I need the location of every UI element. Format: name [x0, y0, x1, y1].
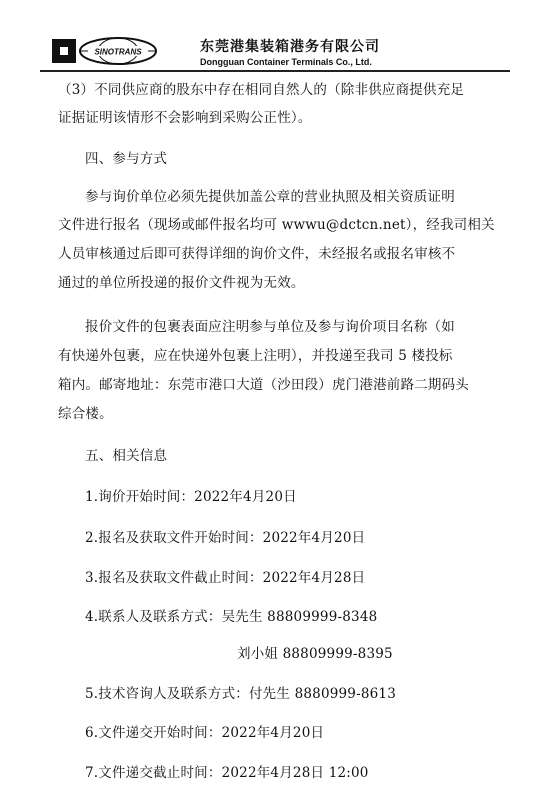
info-item: 2.报名及获取文件开始时间：2022年4月20日	[85, 530, 366, 546]
company-name-cn: 东莞港集装箱港务有限公司	[200, 39, 380, 55]
sinotrans-logo	[50, 36, 160, 66]
info-item: 1.询价开始时间：2022年4月20日	[85, 489, 297, 505]
header-divider	[40, 70, 510, 72]
paragraph-line: 报价文件的包裹表面应注明参与单位及参与询价项目名称（如	[85, 319, 455, 335]
info-item: 4.联系人及联系方式：吴先生 88809999-8348	[85, 609, 378, 625]
paragraph-line: 参与询价单位必须先提供加盖公章的营业执照及相关资质证明	[85, 189, 455, 205]
paragraph-line: 文件进行报名（现场或邮件报名均可 wwwu@dctcn.net），经我司相关	[58, 217, 495, 233]
info-item-continuation: 刘小姐 88809999-8395	[237, 646, 393, 662]
info-item: 3.报名及获取文件截止时间：2022年4月28日	[85, 570, 366, 586]
logo-text: SINOTRANS	[94, 47, 142, 57]
info-item: 5.技术咨询人及联系方式：付先生 8880999-8613	[85, 686, 397, 702]
company-name-en: Dongguan Container Terminals Co., Ltd.	[200, 57, 372, 67]
company-name-block	[200, 36, 380, 67]
section-heading: 四、参与方式	[85, 151, 168, 167]
paragraph-line: 通过的单位所投递的报价文件视为无效。	[58, 275, 305, 291]
section-heading: 五、相关信息	[85, 448, 168, 464]
page-header	[40, 30, 510, 70]
info-item: 6.文件递交开始时间：2022年4月20日	[85, 725, 325, 741]
paragraph-line: 有快递外包裹，应在快递外包裹上注明），并投递至我司 5 楼投标	[58, 348, 453, 364]
info-item: 7.文件递交截止时间：2022年4月28日 12:00	[85, 765, 369, 781]
paragraph-line: 人员审核通过后即可获得详细的询价文件，未经报名或报名审核不	[58, 246, 456, 262]
paragraph-line: 证据证明该情形不会影响到采购公正性）。	[58, 110, 312, 126]
paragraph-line: （3）不同供应商的股东中存在相同自然人的（除非供应商提供充足	[58, 82, 465, 98]
paragraph-line: 综合楼。	[58, 406, 113, 422]
paragraph-line: 箱内。邮寄地址：东莞市港口大道（沙田段）虎门港港前路二期码头	[58, 377, 469, 393]
